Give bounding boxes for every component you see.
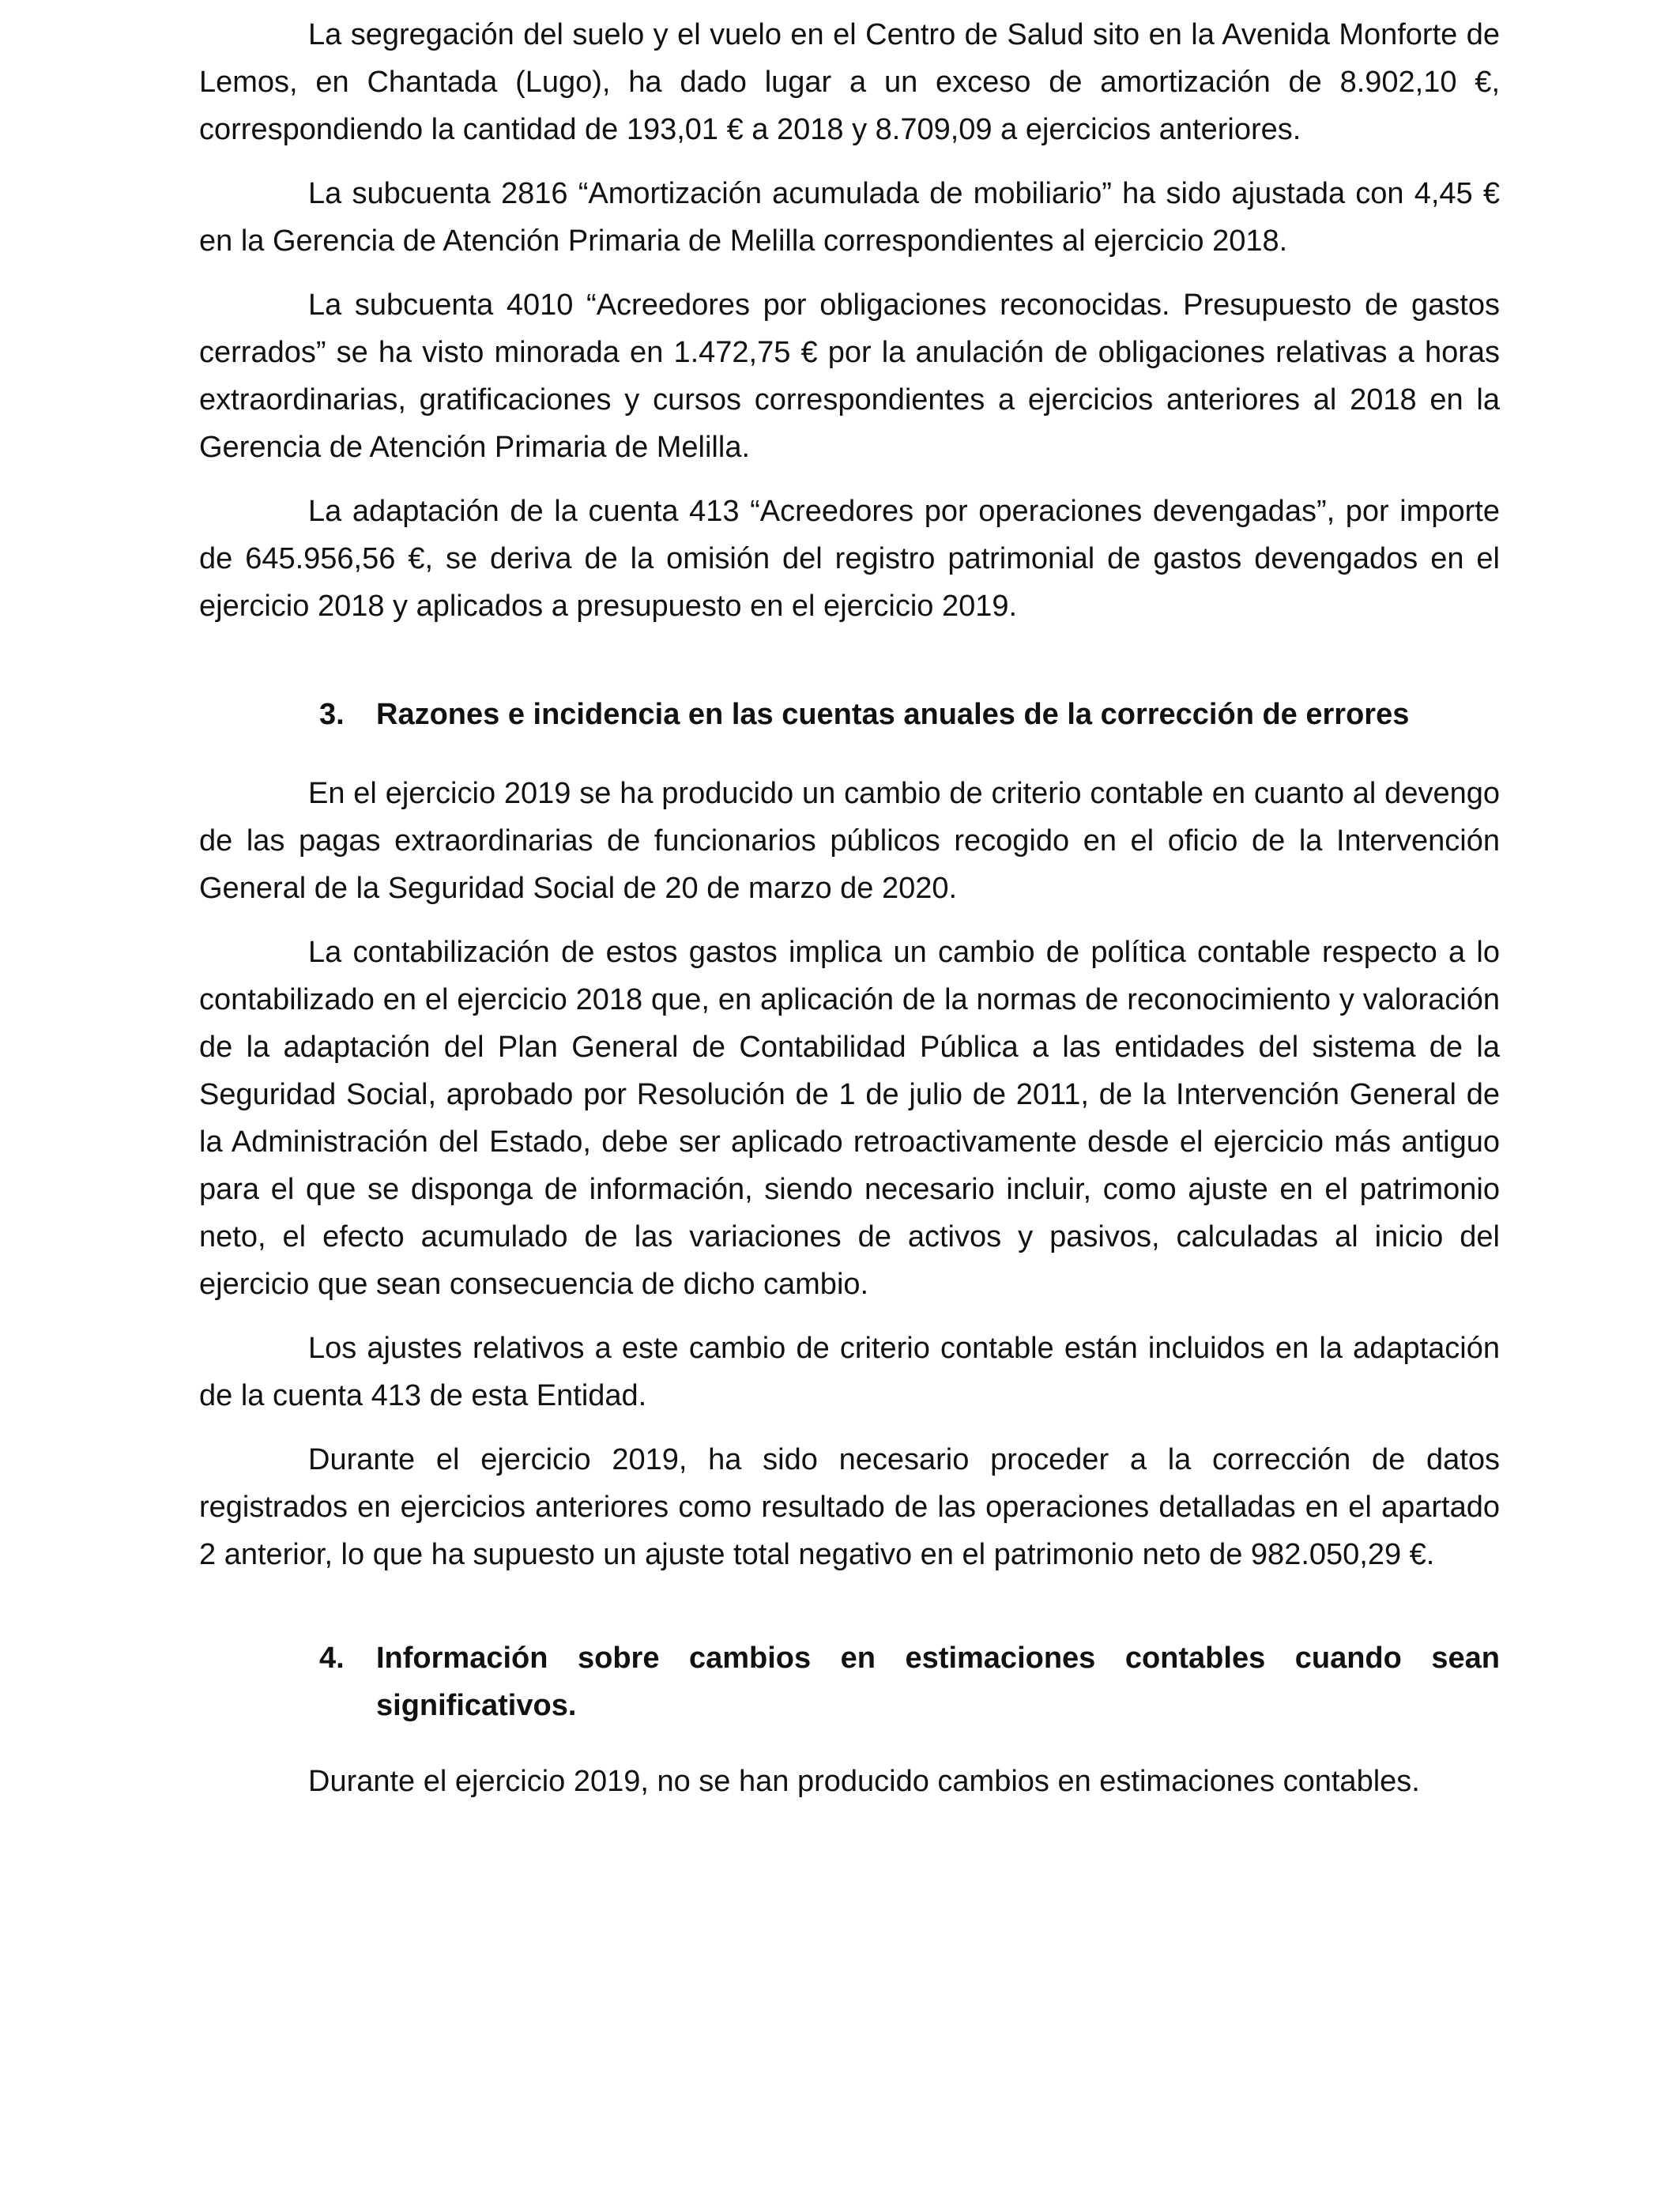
paragraph-cambio-criterio: En el ejercicio 2019 se ha producido un cambio de criterio contable en cuanto al devengo de las pagas extraordinarias de funcionarios públicos recogido en el oficio de la Intervención General de la Seguridad Social de 20 de marzo de 2020. bbox=[199, 777, 1500, 905]
section-3-title: Razones e incidencia en las cuentas anuales de la corrección de errores bbox=[376, 698, 1410, 731]
section-3-number: 3. bbox=[319, 698, 345, 731]
paragraph-cuenta-413: La adaptación de la cuenta 413 “Acreedores por operaciones devengadas”, por importe de 645.956,56 €, se deriva de la omisión del registro patrimonial de gastos devengados en el ejercicio 2018 y aplicados a presupuesto en el ejercicio 2019. bbox=[199, 495, 1500, 623]
section-4-heading bbox=[199, 1634, 1500, 1729]
paragraph-estimaciones-contables: Durante el ejercicio 2019, no se han producido cambios en estimaciones contables. bbox=[308, 1765, 1420, 1798]
section-4-number: 4. bbox=[319, 1642, 345, 1675]
paragraph-segregacion-suelo: La segregación del suelo y el vuelo en el Centro de Salud sito en la Avenida Monforte de Lemos, en Chantada (Lugo), ha dado lugar a un exceso de amortización de 8.902,10 €, correspondiendo la cantidad de 193,01 € a 2018 y 8.709,09 a ejercicios anteriores. bbox=[199, 18, 1500, 146]
section-4-title: Información sobre cambios en estimaciones contables cuando sean significativos. bbox=[376, 1642, 1500, 1722]
document-body bbox=[199, 11, 1500, 1822]
paragraph-contabilizacion-gastos: La contabilización de estos gastos implica un cambio de política contable respecto a lo contabilizado en el ejercicio 2018 que, en aplicación de la normas de reconocimiento y valoración de la adaptación del Plan General de Contabilidad Pública a las entidades del sistema de la Seguridad Social, aprobado por Resolución de 1 de julio de 2011, de la Intervención General de la Administración del Estado, debe ser aplicado retroactivamente desde el ejercicio más antiguo para el que se disponga de información, siendo necesario incluir, como ajuste en el patrimonio neto, el efecto acumulado de las variaciones de activos y pasivos, calculadas al inicio del ejercicio que sean consecuencia de dicho cambio. bbox=[199, 936, 1500, 1301]
paragraph-correccion-datos: Durante el ejercicio 2019, ha sido necesario proceder a la corrección de datos registrados en ejercicios anteriores como resultado de las operaciones detalladas en el apartado 2 anterior, lo que ha supuesto un ajuste total negativo en el patrimonio neto de 982.050,29 €. bbox=[199, 1443, 1500, 1571]
section-3-heading bbox=[199, 691, 1500, 738]
paragraph-subcuenta-2816: La subcuenta 2816 “Amortización acumulada de mobiliario” ha sido ajustada con 4,45 € en la Gerencia de Atención Primaria de Melilla correspondientes al ejercicio 2018. bbox=[199, 177, 1500, 258]
paragraph-subcuenta-4010: La subcuenta 4010 “Acreedores por obligaciones reconocidas. Presupuesto de gastos cerrados” se ha visto minorada en 1.472,75 € por la anulación de obligaciones relativas a horas extraordinarias, gratificaciones y cursos correspondientes a ejercicios anteriores al 2018 en la Gerencia de Atención Primaria de Melilla. bbox=[199, 288, 1500, 464]
paragraph-ajustes-relativos: Los ajustes relativos a este cambio de criterio contable están incluidos en la adaptación de la cuenta 413 de esta Entidad. bbox=[199, 1332, 1500, 1412]
